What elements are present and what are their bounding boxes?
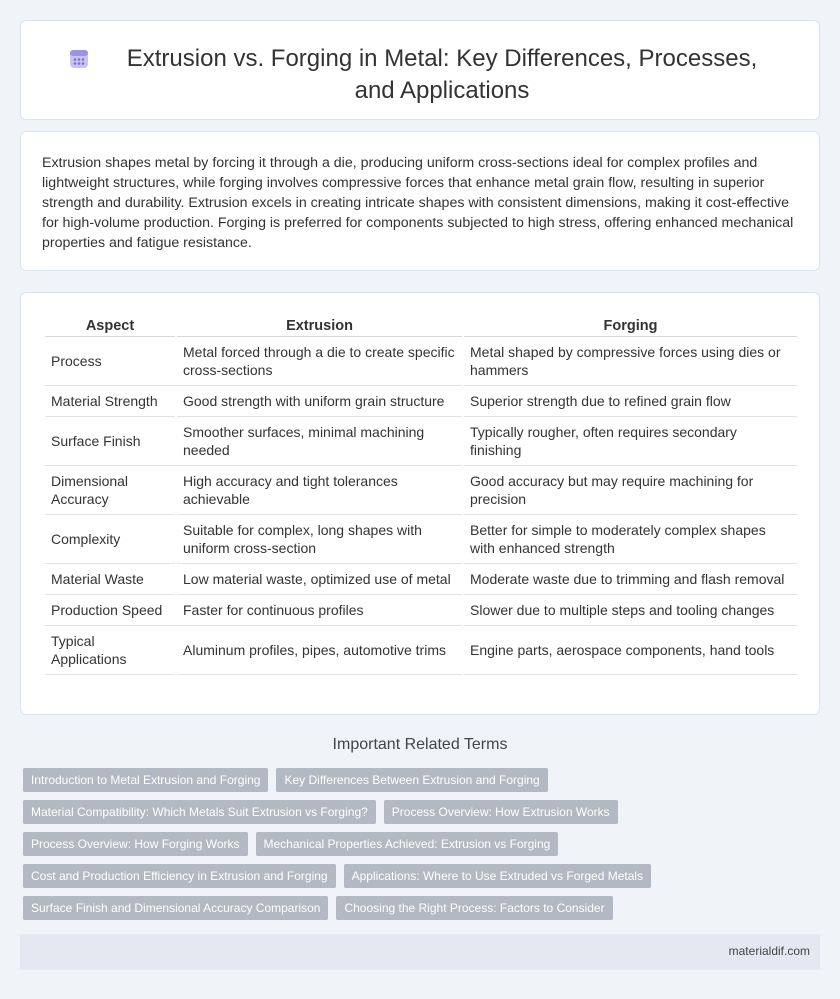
cell-extrusion: Metal forced through a die to create specific cross-sections: [177, 337, 462, 386]
footer: [20, 934, 820, 970]
cell-extrusion: Smoother surfaces, minimal machining needed: [177, 417, 462, 466]
cell-forging: Moderate waste due to trimming and flash removal: [464, 564, 797, 595]
related-terms-row: [23, 800, 823, 824]
table-row: [45, 515, 797, 564]
related-term-link[interactable]: Key Differences Between Extrusion and Forging: [276, 768, 547, 792]
related-term-link[interactable]: Process Overview: How Extrusion Works: [384, 800, 618, 824]
related-terms-row: [23, 832, 823, 856]
related-terms-row: [23, 768, 823, 792]
cell-aspect: Dimensional Accuracy: [45, 466, 175, 515]
cell-aspect: Process: [45, 337, 175, 386]
title-card: [20, 20, 820, 120]
related-terms-row: [23, 896, 823, 920]
cell-aspect: Typical Applications: [45, 626, 175, 675]
related-term-link[interactable]: Surface Finish and Dimensional Accuracy Comparison: [23, 896, 328, 920]
related-term-link[interactable]: Choosing the Right Process: Factors to Consider: [336, 896, 612, 920]
related-terms-row: [23, 864, 823, 888]
comparison-card: [20, 292, 820, 715]
cell-extrusion: Aluminum profiles, pipes, automotive trims: [177, 626, 462, 675]
cell-aspect: Material Strength: [45, 386, 175, 417]
cell-forging: Better for simple to moderately complex shapes with enhanced strength: [464, 515, 797, 564]
intro-card: [20, 131, 820, 271]
header-forging: Forging: [464, 315, 797, 337]
table-row: [45, 386, 797, 417]
table-row: [45, 417, 797, 466]
related-terms-list: [23, 768, 823, 928]
cell-aspect: Complexity: [45, 515, 175, 564]
related-term-link[interactable]: Cost and Production Efficiency in Extrusion and Forging: [23, 864, 336, 888]
cell-aspect: Production Speed: [45, 595, 175, 626]
cell-forging: Typically rougher, often requires secondary finishing: [464, 417, 797, 466]
header-aspect: Aspect: [45, 315, 175, 337]
cell-extrusion: Suitable for complex, long shapes with uniform cross-section: [177, 515, 462, 564]
cell-forging: Good accuracy but may require machining for precision: [464, 466, 797, 515]
table-row: [45, 595, 797, 626]
header-extrusion: Extrusion: [177, 315, 462, 337]
cell-extrusion: Faster for continuous profiles: [177, 595, 462, 626]
table-row: [45, 564, 797, 595]
page-title: Extrusion vs. Forging in Metal: Key Differences, Processes, and Applications: [126, 45, 758, 104]
cell-extrusion: Good strength with uniform grain structure: [177, 386, 462, 417]
related-term-link[interactable]: Process Overview: How Forging Works: [23, 832, 248, 856]
cell-forging: Superior strength due to refined grain flow: [464, 386, 797, 417]
related-term-link[interactable]: Material Compatibility: Which Metals Suit Extrusion vs Forging?: [23, 800, 376, 824]
related-term-link[interactable]: Applications: Where to Use Extruded vs Forged Metals: [344, 864, 651, 888]
cell-forging: Slower due to multiple steps and tooling changes: [464, 595, 797, 626]
intro-paragraph: Extrusion shapes metal by forcing it through a die, producing uniform cross-sections ideal for complex profiles and lightweight structures, while forging involves compressive forces that enhance metal grain flow, resulting in superior strength and durability. Extrusion excels in creating intricate shapes with consistent dimensions, making it cost-effective for high-volume production. Forging is preferred for components subjected to high stress, offering enhanced mechanical properties and fatigue resistance.: [42, 155, 794, 251]
cell-extrusion: High accuracy and tight tolerances achievable: [177, 466, 462, 515]
table-row: [45, 466, 797, 515]
table-row: [45, 626, 797, 675]
cell-forging: Metal shaped by compressive forces using dies or hammers: [464, 337, 797, 386]
cell-forging: Engine parts, aerospace components, hand tools: [464, 626, 797, 675]
cell-aspect: Surface Finish: [45, 417, 175, 466]
cell-extrusion: Low material waste, optimized use of metal: [177, 564, 462, 595]
cell-aspect: Material Waste: [45, 564, 175, 595]
table-header-row: [45, 315, 797, 337]
table-row: [45, 337, 797, 386]
related-terms-title: Important Related Terms: [332, 736, 508, 753]
related-term-link[interactable]: Introduction to Metal Extrusion and Forging: [23, 768, 268, 792]
comparison-table: [43, 315, 799, 675]
related-term-link[interactable]: Mechanical Properties Achieved: Extrusion vs Forging: [256, 832, 559, 856]
footer-site: materialdif.com: [728, 944, 810, 958]
